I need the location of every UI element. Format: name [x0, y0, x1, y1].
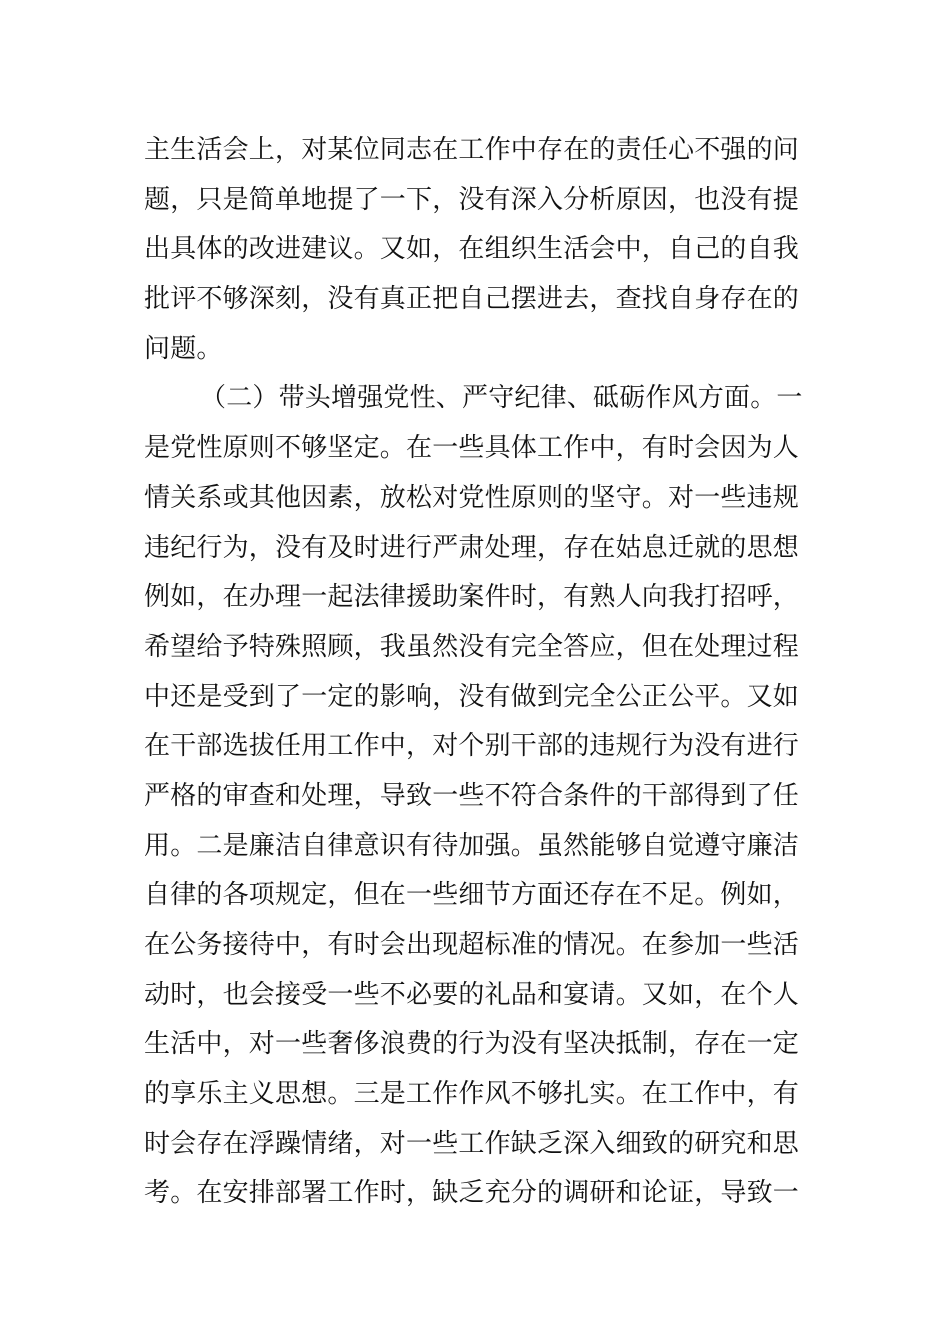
text-line: 严格的审查和处理，导致一些不符合条件的干部得到了任 — [144, 780, 800, 811]
text-line: 是党性原则不够坚定。在一些具体工作中，有时会因为人 — [144, 433, 800, 464]
text-line: 在公务接待中，有时会出现超标准的情况。在参加一些活 — [144, 930, 800, 960]
text-line: 希望给予特殊照顾，我虽然没有完全答应，但在处理过程 — [144, 631, 800, 662]
text-line: 考。在安排部署工作时，缺乏充分的调研和论证，导致一 — [144, 1178, 800, 1209]
body-text — [144, 126, 814, 1219]
text-line: 自律的各项规定，但在一些细节方面还存在不足。例如， — [144, 880, 800, 911]
text-line: 动时，也会接受一些不必要的礼品和宴请。又如，在个人 — [144, 979, 800, 1010]
text-line: 用。二是廉洁自律意识有待加强。虽然能够自觉遵守廉洁 — [144, 830, 800, 861]
text-line: 违纪行为，没有及时进行严肃处理，存在姑息迁就的思想 — [144, 532, 800, 563]
text-line: 题，只是简单地提了一下，没有深入分析原因，也没有提 — [144, 184, 800, 215]
text-line: 主生活会上，对某位同志在工作中存在的责任心不强的问 — [144, 135, 800, 165]
text-line: 例如，在办理一起法律援助案件时，有熟人向我打招呼， — [144, 582, 800, 613]
text-line: 出具体的改进建议。又如，在组织生活会中，自己的自我 — [144, 234, 800, 265]
section-heading-line: （二）带头增强党性、严守纪律、砥砺作风方面。一 — [200, 383, 803, 414]
text-line: 中还是受到了一定的影响，没有做到完全公正公平。又如 — [144, 681, 800, 712]
text-line: 问题。 — [144, 333, 223, 364]
text-line: 批评不够深刻，没有真正把自己摆进去，查找自身存在的 — [144, 284, 800, 315]
text-line: 在干部选拔任用工作中，对个别干部的违规行为没有进行 — [144, 731, 800, 762]
text-line: 时会存在浮躁情绪，对一些工作缺乏深入细致的研究和思 — [144, 1128, 800, 1159]
text-line: 生活中，对一些奢侈浪费的行为没有坚决抵制，存在一定 — [144, 1029, 800, 1060]
text-line: 情关系或其他因素，放松对党性原则的坚守。对一些违规 — [144, 482, 800, 513]
text-line: 的享乐主义思想。三是工作作风不够扎实。在工作中，有 — [144, 1079, 800, 1110]
